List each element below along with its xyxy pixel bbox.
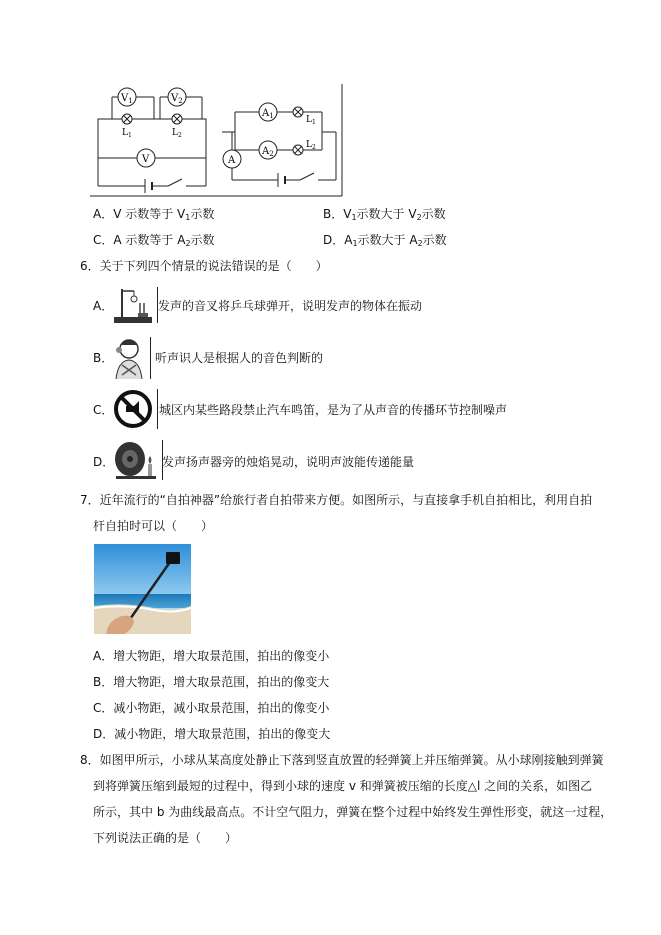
lamp-l1-right [293, 107, 316, 126]
ammeter-a [223, 150, 241, 168]
q7-option-b: B．增大物距，增大取景范围，拍出的像变大 [93, 675, 330, 689]
q5-option-d: D．$A_1$示数大于 $A_2$示数 [323, 233, 447, 248]
ammeter-a1 [259, 103, 277, 121]
q6-option-a-text: 发声的音叉将乒乓球弹开，说明发声的物体在振动 [158, 299, 423, 313]
no-honking-sign-icon [112, 389, 154, 429]
q7-option-a: A．增大物距，增大取景范围，拍出的像变小 [93, 649, 330, 663]
voltmeter-v1 [118, 88, 136, 106]
q5-option-c: C．A 示数等于 $A_2$示数 [93, 233, 215, 248]
q6-option-c-text: 城区内某些路段禁止汽车鸣笛，是为了从声音的传播环节控制噪声 [159, 403, 508, 417]
q6-stem: 6．关于下列四个情景的说法错误的是（ ） [80, 259, 328, 273]
q6-option-a-letter: A． [93, 299, 114, 313]
svg-text:V1: $V_1$ [121, 93, 133, 105]
q6-option-d-text: 发声扬声器旁的烛焰晃动，说明声波能传递能量 [162, 455, 415, 469]
q7-stem-line2: 杆自拍时可以（ ） [93, 519, 214, 533]
lamp-l1-left [122, 114, 132, 139]
q5-option-b: B．$V_1$示数大于 $V_2$示数 [323, 207, 446, 222]
svg-text:L2: $L_2$ [306, 140, 316, 151]
person-listening-image [108, 335, 150, 379]
svg-text:A2: $A_2$ [262, 146, 274, 158]
q7-stem-line1: 7．近年流行的“自拍神器”给旅行者自拍带来方便。如图所示，与直接拿手机自拍相比，利用自拍 [80, 493, 593, 507]
tuning-fork-image [110, 285, 156, 325]
q6-option-d-letter: D． [93, 455, 115, 469]
q8-line2: 到将弹簧压缩到最短的过程中，得到小球的速度 v 和弹簧被压缩的长度△l 之间的关系，如图乙 [93, 779, 593, 793]
circuit-diagrams [90, 84, 350, 198]
speaker-candle-image [112, 438, 160, 480]
q8-line3: 所示，其中 b 为曲线最高点。不计空气阻力，弹簧在整个过程中始终发生弹性形变，就这一过程， [93, 805, 613, 819]
svg-text:V2: $V_2$ [171, 93, 183, 105]
lamp-l2-right [293, 140, 316, 155]
svg-text:L1: $L_1$ [122, 128, 132, 139]
q5-option-a: A．V 示数等于 $V_1$示数 [93, 207, 215, 222]
svg-text:A: A [228, 155, 236, 166]
q7-option-d: D．减小物距，增大取景范围，拍出的像变大 [93, 727, 331, 741]
q6-option-c-letter: C． [93, 403, 114, 417]
voltmeter-v2 [168, 88, 186, 106]
lamp-l2-left [172, 114, 182, 139]
ammeter-a2 [259, 141, 277, 159]
voltmeter-v [137, 149, 155, 167]
q8-line1: 8．如图甲所示，小球从某高度处静止下落到竖直放置的轻弹簧上并压缩弹簧。从小球刚接触到弹簧 [80, 753, 604, 767]
q8-line4: 下列说法正确的是（ ） [93, 831, 238, 845]
svg-text:L2: $L_2$ [172, 128, 182, 139]
q7-option-c: C．减小物距，减小取景范围，拍出的像变小 [93, 701, 330, 715]
svg-text:L1: $L_1$ [306, 115, 316, 126]
q6-option-b-letter: B． [93, 351, 114, 365]
selfie-stick-image [94, 544, 191, 634]
svg-text:V: V [142, 154, 150, 165]
q6-option-b-text: 听声识人是根据人的音色判断的 [155, 351, 324, 365]
svg-text:A1: $A_1$ [262, 108, 274, 120]
